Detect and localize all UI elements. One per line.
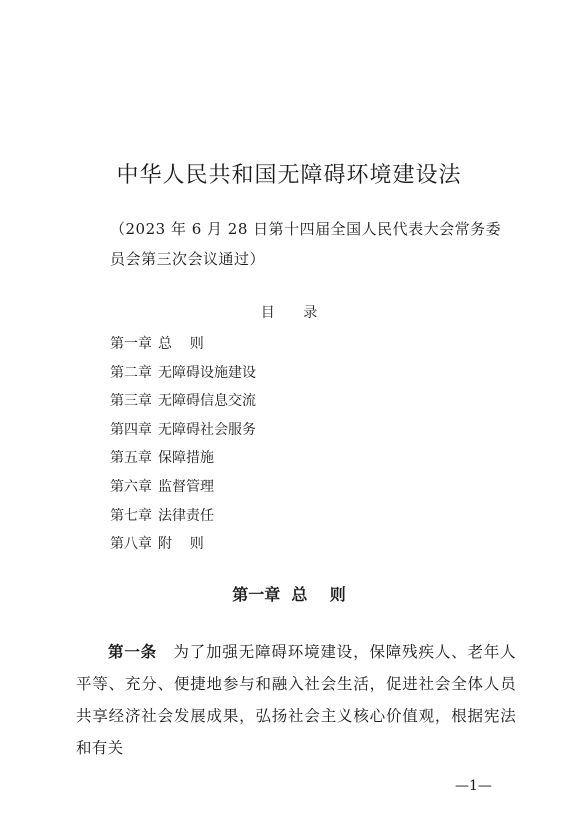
page-number: —1— — [455, 778, 492, 794]
toc-item — [110, 387, 490, 416]
document-title: 中华人民共和国无障碍环境建设法 — [116, 163, 462, 188]
article-number: 第一条 — [108, 643, 158, 661]
adoption-note-line-2: 员会第三次会议通过） — [110, 250, 266, 268]
article-text: 为了加强无障碍环境建设，保障残疾人、老年人平等、充分、便捷地参与和融入社会生活，促进社会全体人员共享经济社会发展成果，弘扬社会主义核心价值观，根据宪法和有关 — [76, 643, 516, 757]
toc-item — [110, 359, 490, 388]
toc-chapter-name: 无障碍设施建设 — [158, 364, 256, 381]
toc-chapter-name: 总 则 — [158, 336, 204, 352]
toc-chapter-name: 无障碍社会服务 — [158, 421, 256, 438]
toc-item — [110, 473, 490, 502]
toc-chapter-number: 第六章 — [110, 478, 152, 495]
toc-chapter-number: 第七章 — [110, 507, 152, 524]
toc-chapter-name: 保障措施 — [158, 450, 214, 467]
toc-chapter-name: 法律责任 — [158, 507, 214, 524]
toc-chapter-number: 第一章 — [110, 336, 152, 352]
toc-chapter-name: 无障碍信息交流 — [158, 393, 256, 410]
table-of-contents — [110, 330, 490, 559]
chapter-heading: 第一章 总 则 — [232, 585, 346, 604]
toc-chapter-number: 第八章 — [110, 536, 152, 553]
toc-chapter-number: 第五章 — [110, 450, 152, 467]
adoption-note — [110, 214, 502, 274]
toc-chapter-name: 附 则 — [158, 536, 204, 553]
toc-item — [110, 502, 490, 531]
article-paragraph — [76, 636, 516, 764]
adoption-note-line-1: （2023 年 6 月 28 日第十四届全国人民代表大会常务委 — [110, 220, 502, 238]
toc-chapter-number: 第二章 — [110, 364, 152, 381]
toc-chapter-number: 第四章 — [110, 421, 152, 438]
toc-heading: 目 录 — [260, 305, 318, 321]
toc-item — [110, 530, 490, 559]
toc-item — [110, 416, 490, 445]
toc-chapter-number: 第三章 — [110, 393, 152, 410]
toc-item — [110, 444, 490, 473]
toc-chapter-name: 监督管理 — [158, 478, 214, 495]
toc-item — [110, 330, 490, 359]
